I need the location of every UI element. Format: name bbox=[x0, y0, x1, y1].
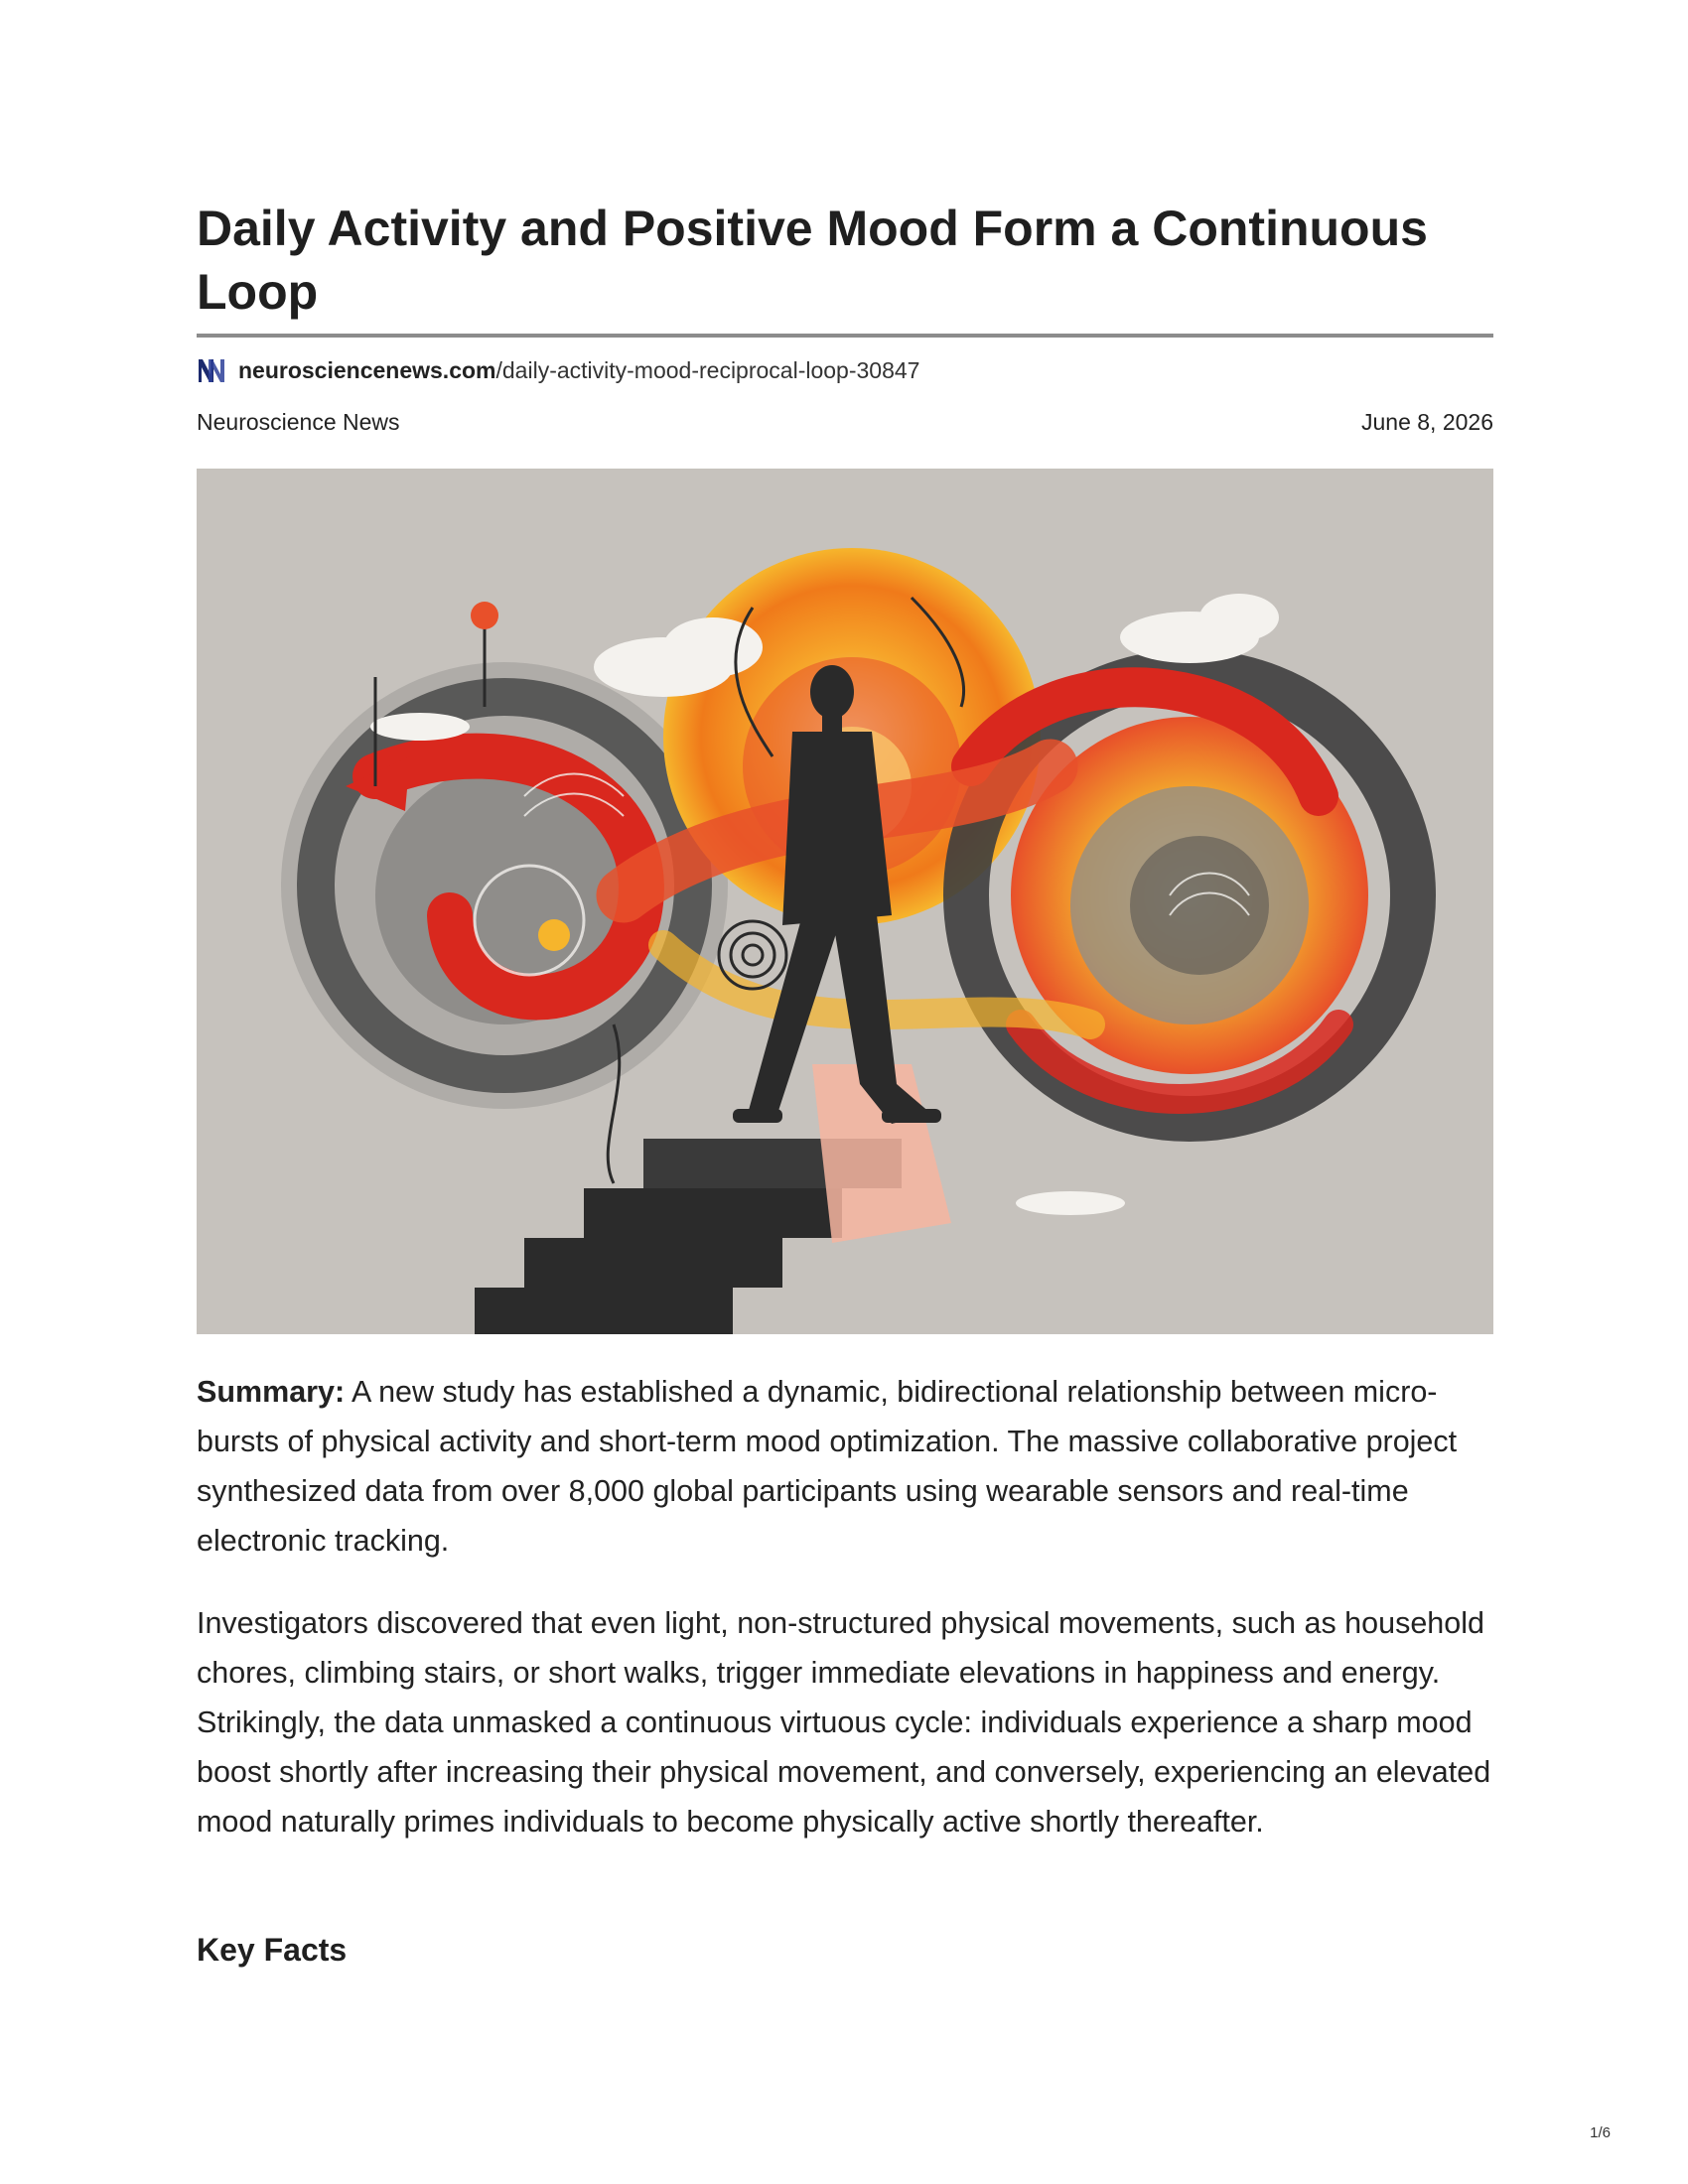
summary-text: A new study has established a dynamic, bidirectional relationship between micro-bursts of physical activity and short-term mood optimization. The massive collaborative project synthesized data from over 8,000 global participants using wearable sensors and real-time electronic tracking. bbox=[197, 1375, 1458, 1558]
summary-label: Summary: bbox=[197, 1375, 346, 1409]
source-url[interactable] bbox=[197, 355, 919, 385]
key-facts-heading: Key Facts bbox=[197, 1932, 348, 1968]
hero-illustration bbox=[197, 469, 1493, 1334]
nn-logo-icon bbox=[197, 356, 226, 384]
article-title: Daily Activity and Positive Mood Form a Continuous Loop bbox=[197, 201, 1428, 320]
source-domain[interactable]: neurosciencenews.com bbox=[238, 356, 496, 383]
publish-date: June 8, 2026 bbox=[1360, 409, 1493, 435]
hero-artwork bbox=[197, 469, 1493, 1334]
summary-paragraph bbox=[197, 1367, 1497, 1566]
publisher-name: Neuroscience News bbox=[197, 409, 400, 435]
source-path[interactable]: /daily-activity-mood-reciprocal-loop-30847 bbox=[495, 356, 920, 383]
body-paragraph: Investigators discovered that even light, non-structured physical movements, such as household chores, climbing stairs, or short walks, trigger immediate elevations in happiness and energy. Strikingly, the data unmasked a continuous virtuous cycle: individuals experience a sharp mood boost shortly after increasing their physical movement, and conversely, experiencing an elevated mood naturally primes individuals to become physically active shortly thereafter. bbox=[197, 1606, 1491, 1839]
page-number: 1/6 bbox=[1590, 2124, 1611, 2141]
title-divider bbox=[197, 334, 1493, 338]
